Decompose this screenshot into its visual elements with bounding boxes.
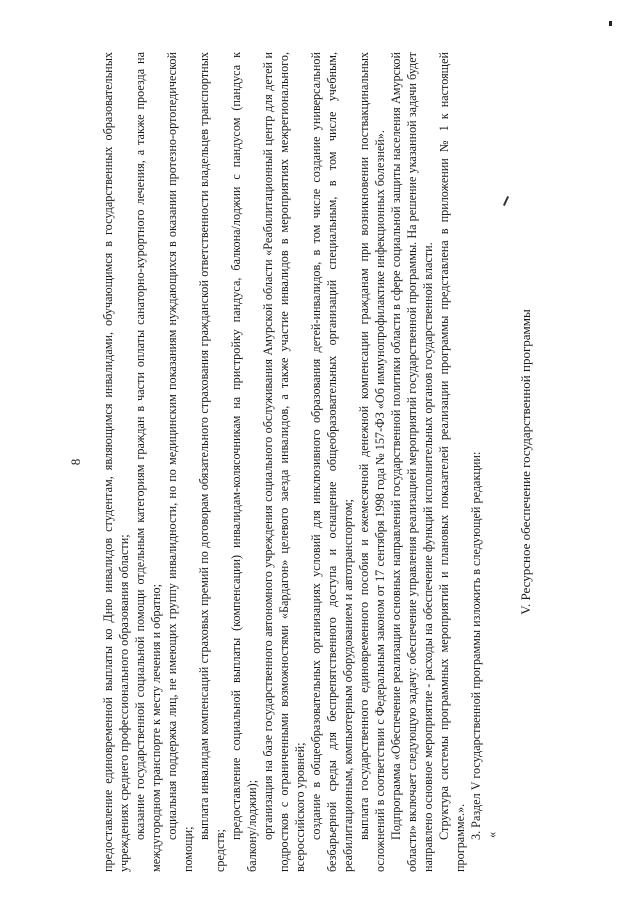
paragraph: Структура системы программных мероприятий и плановых показателей реализации программы представлена в приложении № 1 к настоящей программе.». bbox=[437, 52, 467, 872]
paragraph: создание в общеобразовательных организациях условий для инклюзивного образования детей-инвалидов, в том числе создание универсальной безбарьерной среды для беспрепятственного доступа и оснащение общеобразовательных организаций специальным, в том числе учебным, реабилитационным, компьютерным оборудованием и автотранспортом; bbox=[309, 52, 355, 872]
paragraph: выплата государственного единовременного пособия и ежемесячной денежной компенсации гражданам при возникновении поствакцинальных осложнений в соответствии с Федеральным законом от 17 сентября 1998 года № 157-ФЗ «Об иммунопрофилактике инфекционных болезней». bbox=[357, 52, 387, 872]
section-heading: V. Ресурсное обеспечение государственной программы bbox=[518, 309, 533, 615]
document-body bbox=[100, 52, 534, 872]
opening-quote: « bbox=[485, 831, 499, 838]
scanned-page bbox=[60, 52, 540, 872]
paragraph: выплата инвалидам компенсаций страховых премий по договорам обязательного страхования гражданской ответственности владельцев транспортных средств; bbox=[197, 52, 227, 872]
paragraph: 3. Раздел V государственной программы изложить в следующей редакции: bbox=[469, 451, 483, 840]
paragraph: предоставление единовременной выплаты ко Дню инвалидов студентам, являющимся инвалидами, обучающимся в государственных образовательных учреждениях среднего профессионального образования области; bbox=[101, 52, 131, 872]
page-number: 8 bbox=[68, 458, 83, 466]
paragraph: оказание государственной социальной помощи отдельным категориям граждан в части оплаты санаторно-курортного лечения, а также проезда на междугородном транспорте к месту лечения и обратно; bbox=[133, 52, 163, 872]
paragraph: предоставление социальной выплаты (компенсации) инвалидам-колясочникам на пристройку пандуса, балкона/лоджии с пандусом (пандуса к балкону/лоджии); bbox=[229, 52, 259, 872]
paragraph: социальная поддержка лиц, не имеющих группу инвалидности, но по медицинским показаниям нуждающихся в оказании протезно-ортопедической помощи; bbox=[165, 52, 195, 872]
paragraph: Подпрограмма «Обеспечение реализации основных направлений государственной политики области в сфере социальной защиты населения Амурской области» включает следующую задачу: обеспечение управления реализацией мероприятий государственной программы. На решение указанной задачи будет направлено основное мероприятие - расходы на обеспечение функций исполнительных органов государственной власти. bbox=[389, 52, 435, 872]
scan-mark bbox=[609, 21, 612, 26]
paragraph: организация на базе государственного автономного учреждения социального обслуживания Амурской области «Реабилитационный центр для детей и подростков с ограниченными возможностями «Бардагон» целевого заезда инвалидов, а также участие инвалидов в мероприятиях межрегионального, всероссийского уровней; bbox=[261, 52, 307, 872]
